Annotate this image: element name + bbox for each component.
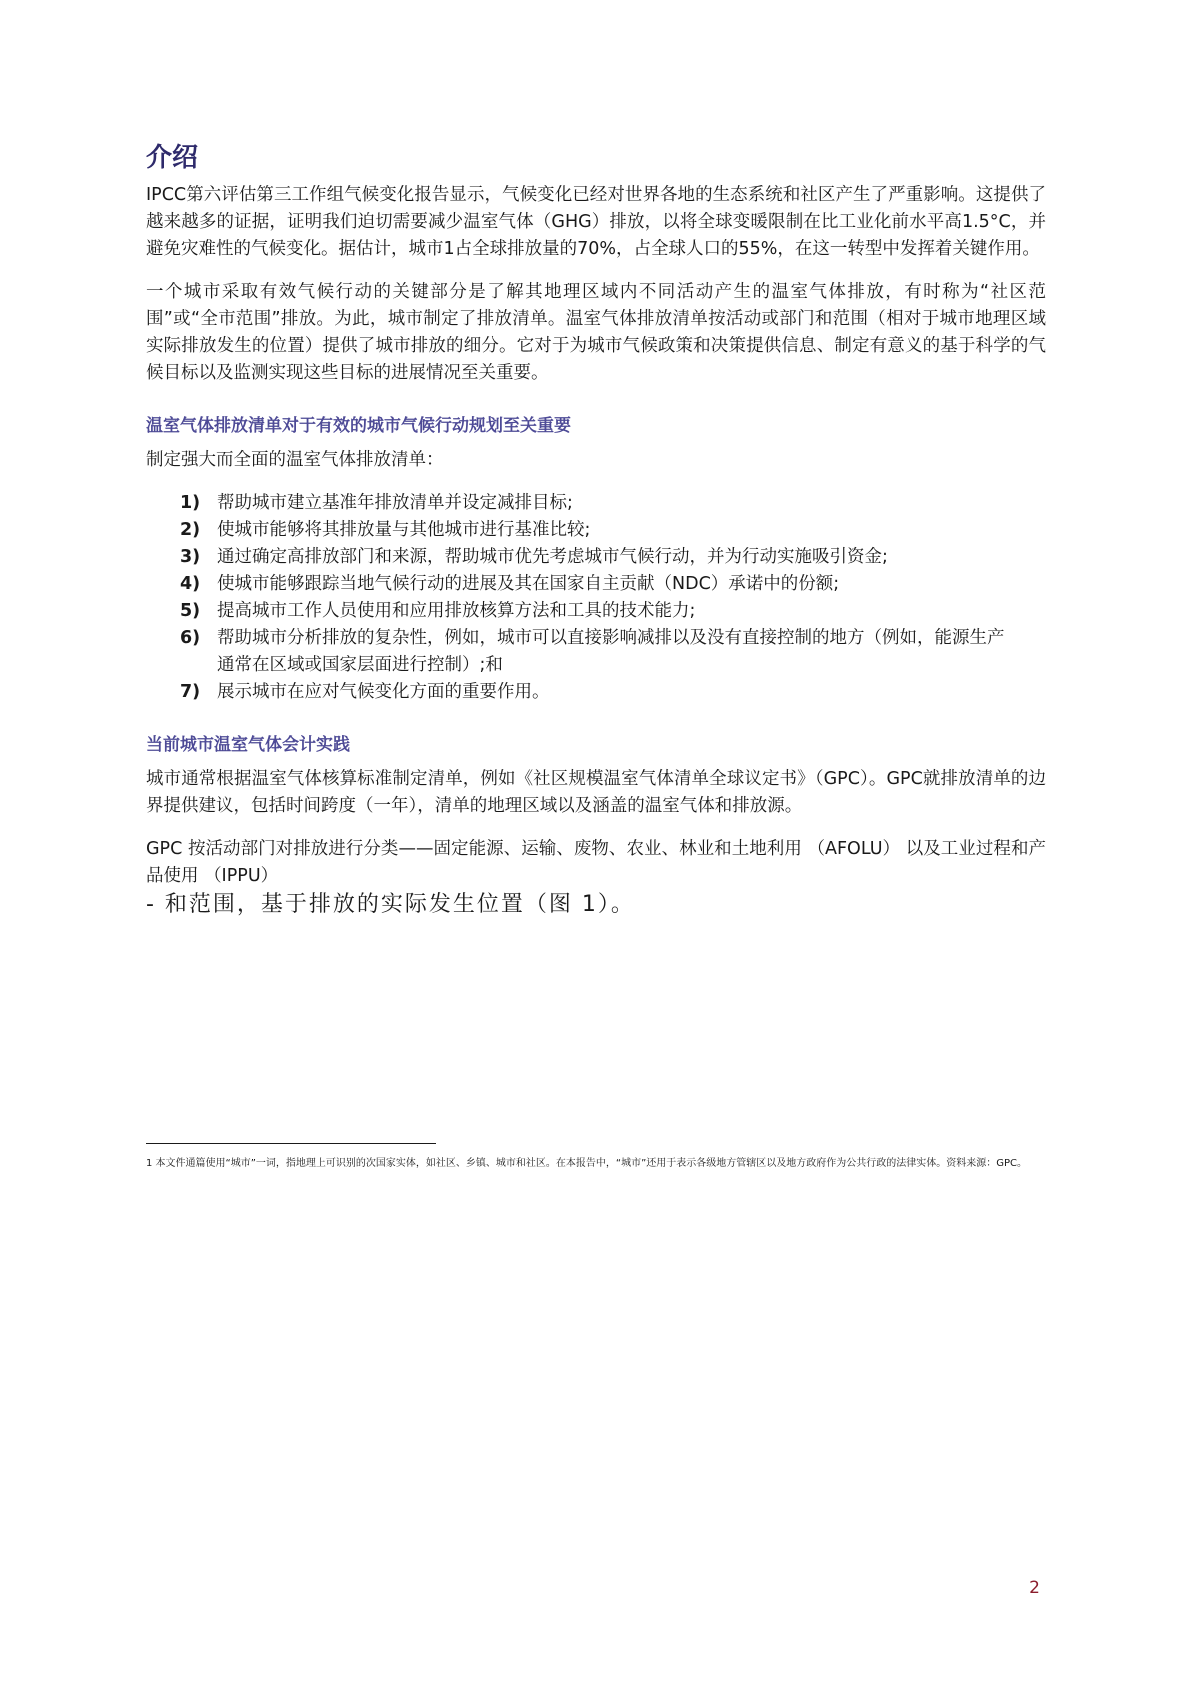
intro-paragraph-1: IPCC第六评估第三工作组气候变化报告显示，气候变化已经对世界各地的生态系统和社区产生了严重影响。这提供了越来越多的证据，证明我们迫切需要减少温室气体（GHG）排放，以将全球变暖限制在比工业化前水平高1.5°C，并避免灾难性的气候变化。据估计，城市1占全球排放量的70%，占全球人口的55%，在这一转型中发挥着关键作用。	[146, 185, 1046, 259]
section-heading-inventory-importance: 温室气体排放清单对于有效的城市气候行动规划至关重要	[146, 416, 571, 436]
list-item	[146, 625, 1046, 679]
list-lead-text: 制定强大而全面的温室气体排放清单：	[146, 450, 444, 470]
list-item-text: 帮助城市分析排放的复杂性，例如，城市可以直接影响减排以及没有直接控制的地方（例如，能源生产通常在区域或国家层面进行控制）;和	[217, 628, 1005, 675]
list-item-text: 提高城市工作人员使用和应用排放核算方法和工具的技术能力;	[217, 601, 696, 621]
list-item	[146, 490, 1046, 517]
list-item	[146, 598, 1046, 625]
list-item-number: 3)	[180, 547, 201, 567]
footnote-divider	[146, 1143, 436, 1144]
list-item	[146, 544, 1046, 571]
list-item-number: 4)	[180, 574, 201, 594]
list-item-number: 5)	[180, 601, 201, 621]
list-item-text: 通过确定高排放部门和来源，帮助城市优先考虑城市气候行动，并为行动实施吸引资金;	[217, 547, 888, 567]
list-item-text: 使城市能够将其排放量与其他城市进行基准比较;	[217, 520, 591, 540]
accounting-paragraph-1: 城市通常根据温室气体核算标准制定清单，例如《社区规模温室气体清单全球议定书》（GPC）。GPC就排放清单的边界提供建议，包括时间跨度（一年），清单的地理区域以及涵盖的温室气体和排放源。	[146, 769, 1046, 816]
page-title: 介绍	[146, 143, 199, 173]
list-item-text: 展示城市在应对气候变化方面的重要作用。	[217, 682, 550, 702]
section-heading-accounting-practice: 当前城市温室气体会计实践	[146, 735, 350, 755]
list-item-number: 6)	[180, 628, 201, 648]
page-number: 2	[1029, 1578, 1040, 1598]
intro-paragraph-2: 一个城市采取有效气候行动的关键部分是了解其地理区域内不同活动产生的温室气体排放，有时称为“社区范围”或“全市范围”排放。为此，城市制定了排放清单。温室气体排放清单按活动或部门和范围（相对于城市地理区域实际排放发生的位置）提供了城市排放的细分。它对于为城市气候政策和决策提供信息、制定有意义的基于科学的气候目标以及监测实现这些目标的进展情况至关重要。	[146, 282, 1046, 383]
accounting-paragraph-3: - 和范围，基于排放的实际发生位置（图 1）。	[146, 892, 635, 917]
list-item-number: 7)	[180, 682, 201, 702]
list-item	[146, 679, 1046, 706]
list-item-text: 使城市能够跟踪当地气候行动的进展及其在国家自主贡献（NDC）承诺中的份额;	[217, 574, 840, 594]
list-item-text: 帮助城市建立基准年排放清单并设定减排目标;	[217, 493, 573, 513]
list-item	[146, 571, 1046, 598]
list-item-number: 2)	[180, 520, 201, 540]
footnote: 1 本文件通篇使用“城市”一词，指地理上可识别的次国家实体，如社区、乡镇、城市和社区。在本报告中，“城市”还用于表示各级地方管辖区以及地方政府作为公共行政的法律实体。资料来源：GPC。	[146, 1158, 1028, 1169]
list-item-number: 1)	[180, 493, 201, 513]
main-content	[146, 140, 1046, 936]
accounting-paragraph-2: GPC 按活动部门对排放进行分类——固定能源、运输、废物、农业、林业和土地利用 （AFOLU） 以及工业过程和产品使用 （IPPU）	[146, 839, 1046, 886]
list-item	[146, 517, 1046, 544]
benefits-list	[146, 490, 1046, 706]
